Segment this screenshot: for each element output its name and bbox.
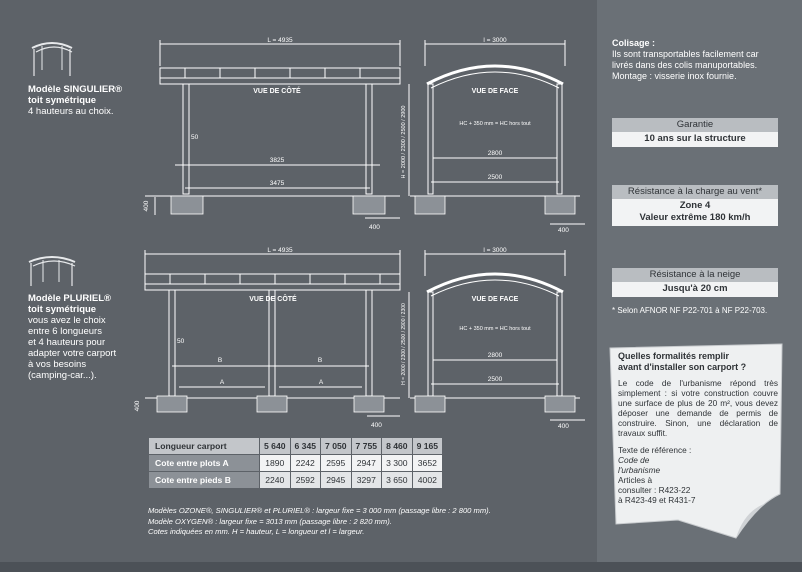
foot-width: 400	[369, 224, 380, 231]
table-row	[149, 472, 443, 489]
dim-b: B	[317, 357, 323, 364]
table-row-label: Cote entre plots A	[149, 455, 260, 472]
model-desc: adapter votre carport	[28, 348, 117, 359]
table-cell: 3652	[412, 455, 443, 472]
ref-line: l'urbanisme	[618, 465, 661, 475]
spec-head: Résistance à la neige	[612, 268, 778, 282]
model-desc: vous avez le choix	[28, 315, 106, 326]
model-desc: et 4 hauteurs pour	[28, 337, 106, 348]
foot-width: 400	[371, 422, 382, 429]
colisage-block	[612, 38, 792, 82]
table-cell: 1890	[260, 455, 291, 472]
foot-block	[171, 196, 203, 214]
dim-upper: 2800	[487, 150, 503, 157]
model-desc: entre 6 longueurs	[28, 326, 102, 337]
view-label: VUE DE FACE	[471, 296, 519, 303]
length-label: L = 4935	[267, 37, 293, 44]
footnote: Modèles OZONE®, SINGULIER® et PLURIEL® : largeur fixe = 3 000 mm (passage libre : 2 800 mm).	[148, 506, 491, 515]
colisage-text: livrés dans des colis manuportables.	[612, 60, 758, 70]
foot-block	[257, 396, 287, 412]
foot-block	[157, 396, 187, 412]
dim-a: A	[219, 379, 225, 386]
neige-box	[612, 268, 778, 297]
dim-lower: 2500	[487, 376, 503, 383]
table-cell: 2592	[290, 472, 321, 489]
formalites-question	[618, 351, 778, 372]
model-name: Modèle SINGULIER	[28, 84, 116, 95]
bottom-strip	[0, 562, 802, 572]
model-reg: ®	[115, 84, 123, 95]
table-cell: 2947	[351, 455, 382, 472]
dim-b: B	[217, 357, 223, 364]
formalites-block	[618, 351, 778, 505]
footnote: Modèle OXYGEN® : largeur fixe = 3013 mm (passage libre : 2 820 mm).	[148, 516, 392, 526]
foot-height: 400	[143, 200, 150, 212]
dim-upper: 3825	[269, 157, 285, 164]
view-label: VUE DE FACE	[471, 88, 519, 95]
model-desc: à vos besoins	[28, 359, 87, 370]
clearance-note: HC + 350 mm = HC hors tout	[459, 326, 531, 332]
formalites-ref	[618, 445, 716, 505]
ref-line: à R423-49 et R431-7	[618, 495, 696, 505]
formalites-body: Le code de l'urbanisme répond très simplement : si votre construction couvre une surface de plus de 20 m², vous devez déposer une demande de permis de construire. Sinon, une déclaration de travaux suffit.	[618, 378, 778, 438]
spec-value: 10 ans sur la structure	[612, 132, 778, 147]
colisage-text: Montage : visserie inox fournie.	[612, 71, 737, 81]
carport-singulier-icon	[28, 36, 76, 80]
table-cell: 2242	[290, 455, 321, 472]
foot-height: 400	[134, 400, 141, 412]
post-right	[366, 84, 372, 194]
footnote: Cotes indiquées en mm. H = hauteur, L = longueur et l = largeur.	[148, 527, 365, 536]
carport-pluriel-icon	[26, 252, 78, 288]
spec-head: Résistance à la charge au vent*	[612, 185, 778, 199]
table-cell: 5 640	[260, 438, 291, 455]
table-cell: 9 165	[412, 438, 443, 455]
post-left	[183, 84, 189, 194]
view-label: VUE DE CÔTÉ	[249, 296, 297, 303]
model-subtitle: toit symétrique	[28, 304, 97, 315]
spec-value-group	[612, 199, 778, 226]
table-row-label: Cote entre pieds B	[149, 472, 260, 489]
post-dim: 50	[177, 338, 185, 345]
table-cell: 7 755	[351, 438, 382, 455]
afnor-note: * Selon AFNOR NF P22-701 à NF P22-703.	[612, 306, 768, 315]
table-cell: 3297	[351, 472, 382, 489]
table-cell: 7 050	[321, 438, 352, 455]
foot-width: 400	[558, 423, 569, 430]
dim-a: A	[318, 379, 324, 386]
colisage-title: Colisage :	[612, 38, 656, 48]
post-dim: 50	[191, 134, 199, 141]
foot-width: 400	[558, 227, 569, 234]
foot-block	[545, 396, 575, 412]
table-cell: 6 345	[290, 438, 321, 455]
height-label: H = 2000 / 2300 / 2500 / 2900	[401, 105, 407, 179]
vent-box	[612, 185, 778, 226]
question-line: avant d'installer son carport ?	[618, 361, 747, 372]
model-subtitle: toit symétrique	[28, 95, 97, 106]
foot-block	[415, 396, 445, 412]
table-cell: 4002	[412, 472, 443, 489]
model-singulier	[28, 84, 122, 117]
ref-line: consulter : R423-22	[618, 485, 691, 495]
foot-block	[353, 196, 385, 214]
table-cell: 3 650	[382, 472, 413, 489]
spec-value: Zone 4	[679, 200, 711, 211]
table-header-label: Longueur carport	[149, 438, 260, 455]
dim-lower: 2500	[487, 174, 503, 181]
roof-beam-top-side	[160, 68, 400, 78]
table-row	[149, 438, 443, 455]
table-cell: 2945	[321, 472, 352, 489]
model-desc: (camping-car...).	[28, 370, 97, 381]
view-label: VUE DE CÔTÉ	[253, 88, 301, 95]
table-cell: 3 300	[382, 455, 413, 472]
width-label: l = 3000	[483, 247, 507, 254]
spec-head: Garantie	[612, 118, 778, 132]
foot-block	[545, 196, 575, 214]
height-label: H = 2000 / 2300 / 2500 / 2900 / 2300	[401, 303, 407, 385]
model-pluriel	[28, 293, 116, 381]
ref-title: Texte de référence :	[618, 445, 692, 455]
clearance-note: HC + 350 mm = HC hors tout	[459, 121, 531, 127]
sidebar-tab	[597, 0, 802, 28]
ref-line: Code de	[618, 455, 650, 465]
spec-value: Valeur extrême 180 km/h	[639, 212, 751, 223]
model-reg: ®	[104, 293, 112, 304]
model-name: Modèle PLURIEL	[28, 293, 105, 304]
dim-lower: 3475	[269, 180, 285, 187]
garantie-box	[612, 118, 778, 147]
footnotes	[148, 506, 491, 538]
table-cell: 2595	[321, 455, 352, 472]
foot-block	[354, 396, 384, 412]
question-line: Quelles formalités remplir	[618, 351, 730, 361]
table-cell: 8 460	[382, 438, 413, 455]
dim-upper: 2800	[487, 352, 503, 359]
lengths-table	[148, 437, 443, 489]
width-label: l = 3000	[483, 37, 507, 44]
table-row	[149, 455, 443, 472]
spec-value: Jusqu'à 20 cm	[612, 282, 778, 297]
colisage-text: Ils sont transportables facilement car	[612, 49, 759, 59]
roof-beam-bottom-side	[145, 274, 400, 284]
model-desc: 4 hauteurs au choix.	[28, 106, 114, 117]
foot-block	[415, 196, 445, 214]
technical-drawings	[135, 30, 595, 434]
table-cell: 2240	[260, 472, 291, 489]
ref-line: Articles à	[618, 475, 653, 485]
length-label: L = 4935	[267, 247, 293, 254]
